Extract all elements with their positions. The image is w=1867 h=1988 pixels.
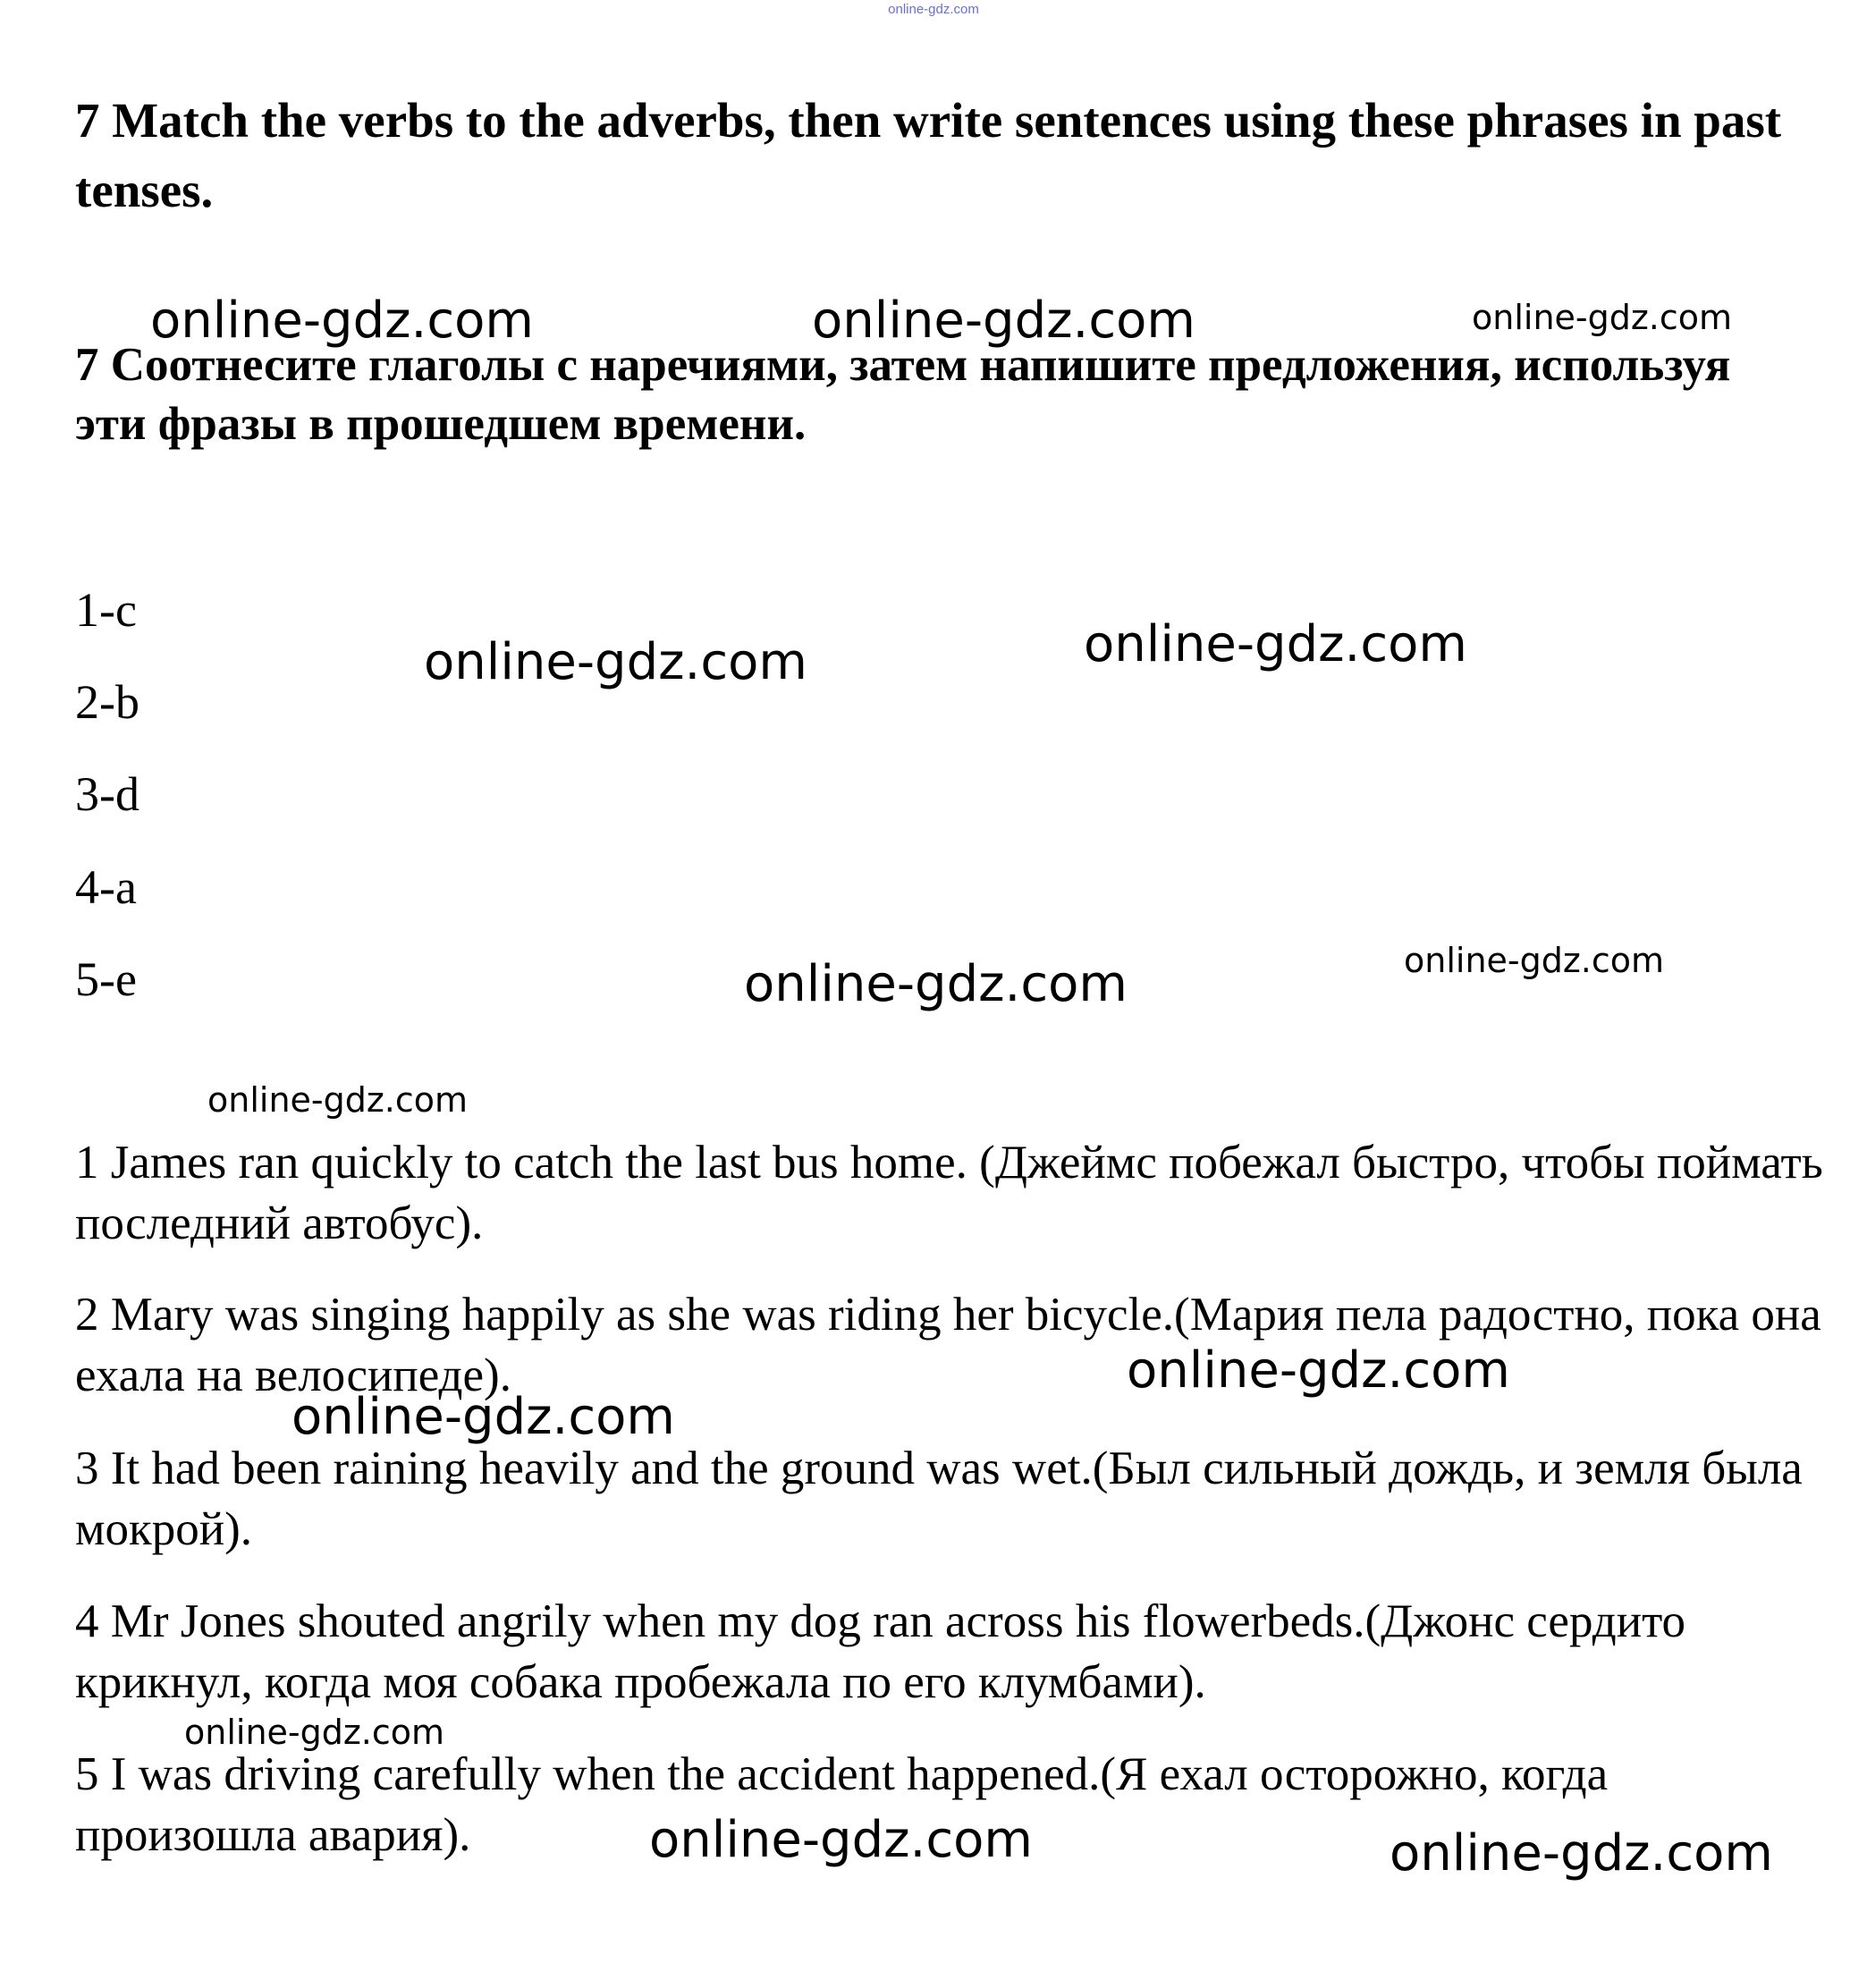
sentence-item: 1 James ran quickly to catch the last bus home. (Джеймс побежал быстро, чтобы поймать последний автобус). bbox=[75, 1137, 1823, 1249]
watermark: online-gdz.com bbox=[1084, 615, 1467, 673]
task-heading-english: 7 Match the verbs to the adverbs, then write sentences using these phrases in past tenses. bbox=[75, 93, 1782, 217]
watermark: online-gdz.com bbox=[744, 955, 1128, 1013]
watermark: online-gdz.com bbox=[207, 1080, 469, 1120]
watermark: online-gdz.com bbox=[1472, 298, 1733, 337]
watermark: online-gdz.com bbox=[649, 1811, 1033, 1869]
sentence-item: 2 Mary was singing happily as she was riding her bicycle.(Мария пела радостно, пока она ехала на велосипеде). bbox=[75, 1289, 1821, 1401]
task-heading-russian: 7 Соотнесите глаголы с наречиями, затем напишите предложения, используя эти фразы в прошедшем времени. bbox=[75, 339, 1731, 450]
sentence-item: 4 Mr Jones shouted angrily when my dog ran across his flowerbeds.(Джонс сердито крикнул, когда моя собака пробежала по его клумбами). bbox=[75, 1595, 1686, 1708]
answer-item: 4-a bbox=[75, 860, 137, 914]
sentence-item: 3 It had been raining heavily and the ground was wet.(Был сильный дождь, и земля была мокрой). bbox=[75, 1442, 1803, 1555]
watermark: online-gdz.com bbox=[291, 1388, 675, 1446]
answer-item: 3-d bbox=[75, 767, 139, 821]
watermark: online-gdz.com bbox=[1404, 941, 1665, 980]
source-mark: online-gdz.com bbox=[888, 2, 979, 17]
answer-item: 5-e bbox=[75, 952, 137, 1006]
watermark: online-gdz.com bbox=[1127, 1341, 1510, 1400]
answer-item: 1-c bbox=[75, 583, 137, 637]
answer-item: 2-b bbox=[75, 675, 139, 729]
watermark: online-gdz.com bbox=[424, 633, 807, 691]
watermark: online-gdz.com bbox=[184, 1713, 445, 1752]
watermark: online-gdz.com bbox=[1390, 1824, 1773, 1882]
watermark: online-gdz.com bbox=[812, 292, 1195, 350]
sentence-item: 5 I was driving carefully when the accident happened.(Я ехал осторожно, когда произошла авария). bbox=[75, 1748, 1609, 1861]
watermark: online-gdz.com bbox=[150, 292, 534, 350]
